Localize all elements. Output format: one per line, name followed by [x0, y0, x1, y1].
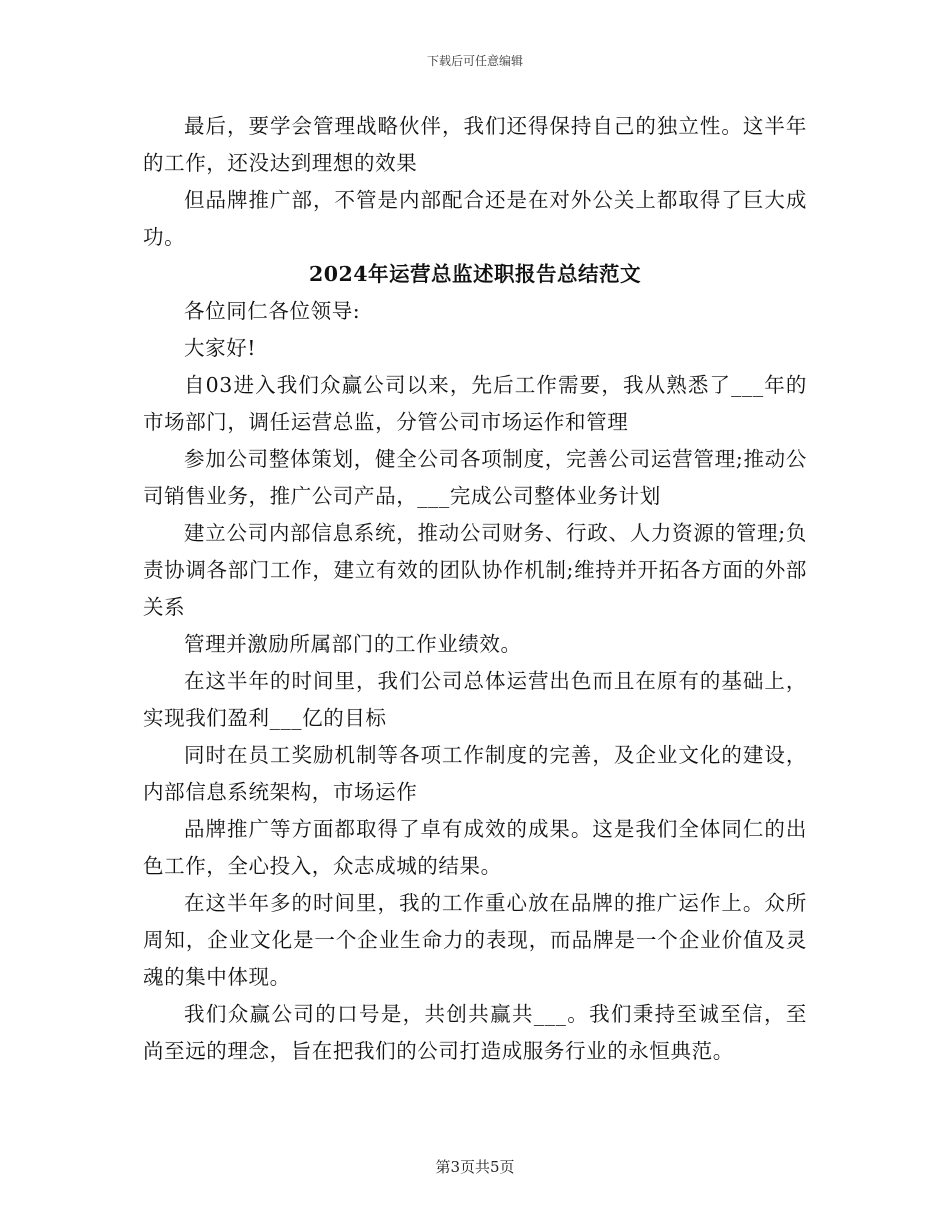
greeting: 大家好!	[184, 336, 257, 360]
salutation: 各位同仁各位领导:	[184, 299, 361, 323]
paragraph: 在这半年多的时间里，我的工作重心放在品牌的推广运作上。众所周知，企业文化是一个企业生命力的表现，而品牌是一个企业价值及灵魂的集中体现。	[143, 891, 807, 989]
document-body	[143, 108, 807, 1070]
paragraph: 自03进入我们众赢公司以来，先后工作需要，我从熟悉了___年的市场部门，调任运营总监，分管公司市场运作和管理	[143, 373, 807, 434]
paragraph: 在这半年的时间里，我们公司总体运营出色而且在原有的基础上，实现我们盈利___亿的目标	[143, 669, 807, 730]
paragraph: 同时在员工奖励机制等各项工作制度的完善，及企业文化的建设，内部信息系统架构，市场运作	[143, 743, 807, 804]
page-header: 下载后可任意编辑	[426, 54, 523, 68]
paragraph: 建立公司内部信息系统，推动公司财务、行政、人力资源的管理;负责协调各部门工作，建立有效的团队协作机制;维持并开拓各方面的外部关系	[143, 521, 807, 619]
paragraph: 我们众赢公司的口号是，共创共赢共___。我们秉持至诚至信，至尚至远的理念，旨在把我们的公司打造成服务行业的永恒典范。	[143, 1002, 807, 1063]
paragraph: 参加公司整体策划，健全公司各项制度，完善公司运营管理;推动公司销售业务，推广公司产品，___完成公司整体业务计划	[143, 447, 807, 508]
paragraph: 但品牌推广部，不管是内部配合还是在对外公关上都取得了巨大成功。	[143, 188, 807, 249]
paragraph: 品牌推广等方面都取得了卓有成效的成果。这是我们全体同仁的出色工作，全心投入，众志成城的结果。	[143, 817, 807, 878]
paragraph: 管理并激励所属部门的工作业绩效。	[184, 632, 522, 656]
page-number: 第3页共5页	[435, 1158, 515, 1176]
paragraph: 最后，要学会管理战略伙伴，我们还得保持自己的独立性。这半年的工作，还没达到理想的效果	[143, 114, 807, 175]
document-title: 2024年运营总监述职报告总结范文	[308, 262, 642, 286]
